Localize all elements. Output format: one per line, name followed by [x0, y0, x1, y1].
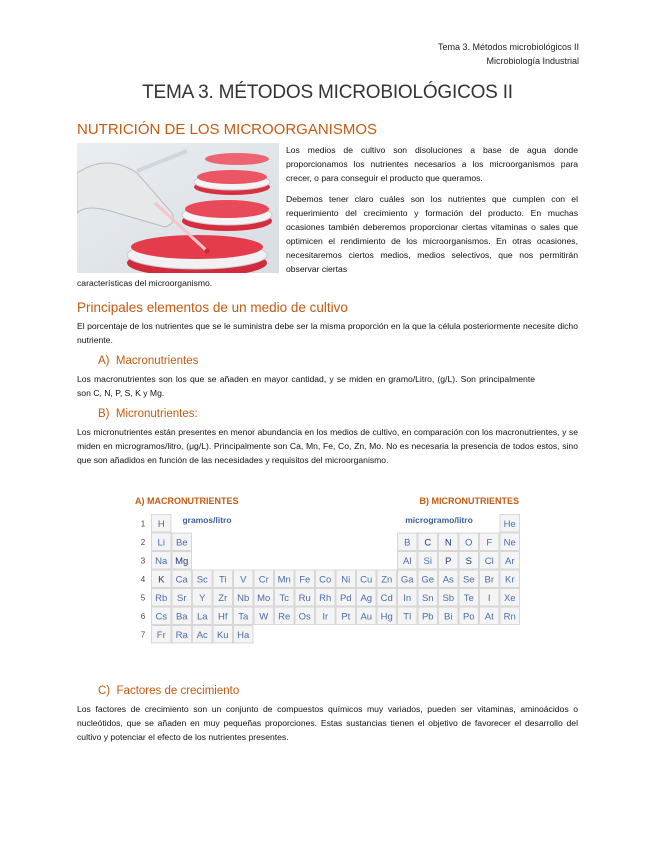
element-symbol: Si	[423, 555, 432, 567]
paragraph-nutrientes-end: características del microorganismo.	[77, 278, 213, 288]
element-symbol: Po	[462, 611, 475, 623]
element-symbol: Hf	[218, 611, 228, 623]
element-ni	[336, 570, 356, 588]
element-h	[152, 515, 172, 533]
element-symbol: Os	[298, 611, 311, 623]
element-symbol: Hg	[380, 611, 393, 623]
element-na	[152, 552, 172, 570]
element-ru	[295, 589, 315, 607]
element-ga	[398, 570, 418, 588]
element-sr	[172, 589, 192, 607]
element-w	[254, 607, 274, 625]
element-zr	[213, 589, 233, 607]
element-symbol: Pt	[341, 611, 351, 623]
element-xe	[500, 589, 520, 607]
element-ac	[193, 626, 213, 644]
element-symbol: Te	[463, 592, 474, 604]
element-symbol: Ti	[218, 574, 227, 586]
element-symbol: Ru	[298, 592, 311, 604]
element-si	[418, 552, 438, 570]
element-symbol: Ta	[238, 611, 249, 623]
period-number: 4	[140, 574, 146, 584]
element-symbol: I	[487, 592, 491, 604]
element-cr	[254, 570, 274, 588]
element-f	[480, 533, 500, 551]
element-symbol: Fe	[299, 574, 311, 586]
unit-gramos-litro: gramos/litro	[182, 515, 232, 525]
element-symbol: Rh	[319, 592, 332, 604]
element-bi	[439, 607, 459, 625]
element-ha	[234, 626, 254, 644]
element-ca	[172, 570, 192, 588]
section-heading-nutricion: NUTRICIÓN DE LOS MICROORGANISMOS	[77, 121, 378, 138]
element-symbol: Br	[484, 574, 494, 586]
element-as	[439, 570, 459, 588]
element-po	[459, 607, 479, 625]
element-symbol: Cs	[155, 611, 168, 623]
element-symbol: Co	[319, 574, 332, 586]
culture-media-photo	[77, 143, 279, 273]
element-ir	[316, 607, 336, 625]
element-ar	[500, 552, 520, 570]
element-symbol: C	[424, 537, 432, 549]
element-symbol: He	[503, 518, 516, 530]
element-symbol: W	[259, 611, 269, 623]
element-cl	[480, 552, 500, 570]
element-tc	[275, 589, 295, 607]
element-rh	[316, 589, 336, 607]
element-o	[459, 533, 479, 551]
element-symbol: Ra	[175, 629, 188, 641]
element-symbol: O	[465, 537, 473, 549]
element-ge	[418, 570, 438, 588]
element-sc	[193, 570, 213, 588]
element-symbol: Mg	[175, 555, 189, 567]
element-symbol: Zr	[218, 592, 228, 604]
element-symbol: Ne	[503, 537, 516, 549]
element-mg	[172, 552, 192, 570]
label-macronutrientes: A) MACRONUTRIENTES	[135, 496, 239, 506]
element-symbol: S	[465, 555, 472, 567]
element-au	[357, 607, 377, 625]
element-re	[275, 607, 295, 625]
element-symbol: P	[445, 555, 452, 567]
element-symbol: Cr	[258, 574, 269, 586]
running-header	[438, 40, 579, 68]
element-ti	[213, 570, 233, 588]
element-symbol: Ku	[216, 629, 229, 641]
element-symbol: Ha	[237, 629, 250, 641]
element-symbol: Rn	[503, 611, 516, 623]
header-topic: Tema 3. Métodos microbiológicos II	[437, 42, 579, 52]
element-cs	[152, 607, 172, 625]
element-v	[234, 570, 254, 588]
element-symbol: At	[484, 611, 494, 623]
element-p	[439, 552, 459, 570]
element-symbol: Fr	[156, 629, 166, 641]
element-at	[480, 607, 500, 625]
period-number: 3	[140, 556, 146, 566]
element-symbol: Mn	[277, 574, 291, 586]
paragraph-porcentaje: El porcentaje de los nutrientes que se le suministra debe ser la misma proporción en la que la célula posteriormente necesite dicho nutriente.	[77, 321, 578, 345]
element-te	[459, 589, 479, 607]
unit-microgramo-litro: microgramo/litro	[405, 515, 473, 525]
element-symbol: Zn	[381, 574, 393, 586]
element-al	[398, 552, 418, 570]
element-hf	[213, 607, 233, 625]
element-symbol: Mo	[257, 592, 271, 604]
element-symbol: Ar	[505, 555, 515, 567]
element-symbol: B	[404, 537, 411, 549]
element-rn	[500, 607, 520, 625]
element-ne	[500, 533, 520, 551]
element-symbol: In	[403, 592, 412, 604]
element-symbol: Rb	[155, 592, 168, 604]
element-symbol: Li	[157, 537, 165, 549]
element-symbol: Ac	[196, 629, 208, 641]
element-co	[316, 570, 336, 588]
element-symbol: Sr	[177, 592, 187, 604]
period-number: 7	[140, 630, 146, 640]
element-ku	[213, 626, 233, 644]
element-in	[398, 589, 418, 607]
element-s	[459, 552, 479, 570]
paragraph-medios: Los medios de cultivo son disoluciones a base de agua donde proporcionamos los nutrientes necesarios a los microorganismos para crecer, o para conseguir el producto que queramos.	[286, 145, 578, 183]
element-he	[500, 515, 520, 533]
element-symbol: Na	[155, 555, 168, 567]
element-symbol: F	[486, 537, 493, 549]
element-ag	[357, 589, 377, 607]
element-symbol: H	[157, 518, 165, 530]
element-n	[439, 533, 459, 551]
element-pb	[418, 607, 438, 625]
element-symbol: Y	[199, 592, 206, 604]
element-la	[193, 607, 213, 625]
element-symbol: Ir	[322, 611, 329, 623]
element-symbol: Tc	[279, 592, 289, 604]
element-cd	[377, 589, 397, 607]
element-symbol: Re	[278, 611, 291, 623]
section-heading-elementos: Principales elementos de un medio de cultivo	[77, 300, 348, 315]
period-number: 1	[140, 519, 146, 529]
element-symbol: Al	[403, 555, 412, 567]
element-rb	[152, 589, 172, 607]
element-ra	[172, 626, 192, 644]
element-be	[172, 533, 192, 551]
element-symbol: Sn	[421, 592, 434, 604]
element-symbol: Be	[175, 537, 188, 549]
paragraph-micronutrientes: Los micronutrientes están presentes en menor abundancia en los medios de cultivo, en comparación con los macronutrientes, y se miden en microgramos/litro, (μg/L). Principalmente son Ca, Mn, Fe, Co, Zn, Mo. No es necesaria la presencia de todos estos, sino que son añadidos en función de las necesidades y requisitos del microorganismo.	[77, 427, 578, 465]
element-symbol: Pb	[421, 611, 434, 623]
element-cu	[357, 570, 377, 588]
element-sn	[418, 589, 438, 607]
element-fr	[152, 626, 172, 644]
element-sb	[439, 589, 459, 607]
element-symbol: As	[442, 574, 454, 586]
paragraph-nutrientes: Debemos tener claro cuáles son los nutrientes que cumplen con el requerimiento del crecimiento y formación del producto. En muchas ocasiones también deberemos proporcionar ciertas vitaminas o sales que optimicen el rendimiento de los microorganismos. En otras ocasiones, necesitaremos ciertos medios, medios selectivos, que nos permitirán observar ciertas	[286, 194, 578, 274]
element-pt	[336, 607, 356, 625]
element-symbol: Cd	[380, 592, 393, 604]
periodic-table-figure	[135, 494, 527, 676]
element-mo	[254, 589, 274, 607]
element-symbol: Cu	[360, 574, 373, 586]
label-micronutrientes: B) MICRONUTRIENTES	[419, 496, 519, 506]
element-symbol: La	[196, 611, 208, 623]
element-zn	[377, 570, 397, 588]
period-number: 5	[140, 593, 146, 603]
element-br	[480, 570, 500, 588]
element-b	[398, 533, 418, 551]
element-symbol: Nb	[237, 592, 250, 604]
element-ta	[234, 607, 254, 625]
element-symbol: Pd	[339, 592, 352, 604]
paragraph-macronutrientes: Los macronutrientes son los que se añaden en mayor cantidad, y se miden en gramo/Litro, (g/L). Son principalmente son C, N, P, S, K y Mg.	[77, 374, 535, 398]
element-symbol: Ca	[175, 574, 188, 586]
element-symbol: Ga	[400, 574, 414, 586]
paragraph-factores: Los factores de crecimiento son un conjunto de compuestos químicos muy variados, pueden ser vitaminas, aminoácidos o nucleótidos, que se añaden en muy pequeñas proporciones. Estas sustancias tienen el objetivo de favorecer el desarrollo del cultivo y potenciar el efecto de los nutrientes presentes.	[77, 704, 578, 742]
element-li	[152, 533, 172, 551]
element-symbol: N	[444, 537, 452, 549]
element-symbol: K	[158, 574, 165, 586]
element-symbol: Cl	[484, 555, 494, 567]
element-symbol: Au	[360, 611, 373, 623]
element-symbol: Tl	[403, 611, 412, 623]
subheading-macronutrientes: A) Macronutrientes	[98, 355, 199, 367]
element-c	[418, 533, 438, 551]
period-number: 6	[140, 611, 146, 621]
element-pd	[336, 589, 356, 607]
element-symbol: Xe	[503, 592, 516, 604]
element-symbol: Ag	[360, 592, 373, 604]
element-symbol: Ge	[421, 574, 435, 586]
element-mn	[275, 570, 295, 588]
element-symbol: V	[240, 574, 247, 586]
element-symbol: Ba	[175, 611, 188, 623]
subheading-factores: C) Factores de crecimiento	[98, 685, 240, 697]
element-fe	[295, 570, 315, 588]
element-symbol: Bi	[444, 611, 453, 623]
element-k	[152, 570, 172, 588]
element-symbol: Sb	[442, 592, 455, 604]
element-symbol: Sc	[196, 574, 208, 586]
element-symbol: Ni	[341, 574, 351, 586]
period-number: 2	[140, 537, 146, 547]
element-symbol: Se	[462, 574, 475, 586]
element-kr	[500, 570, 520, 588]
element-tl	[398, 607, 418, 625]
element-ba	[172, 607, 192, 625]
element-i	[480, 589, 500, 607]
element-y	[193, 589, 213, 607]
element-nb	[234, 589, 254, 607]
header-course: Microbiología Industrial	[486, 56, 579, 66]
subheading-micronutrientes: B) Micronutrientes:	[98, 408, 198, 420]
element-symbol: Kr	[505, 574, 515, 586]
page-title: TEMA 3. MÉTODOS MICROBIOLÓGICOS II	[142, 82, 513, 103]
element-os	[295, 607, 315, 625]
element-hg	[377, 607, 397, 625]
element-se	[459, 570, 479, 588]
